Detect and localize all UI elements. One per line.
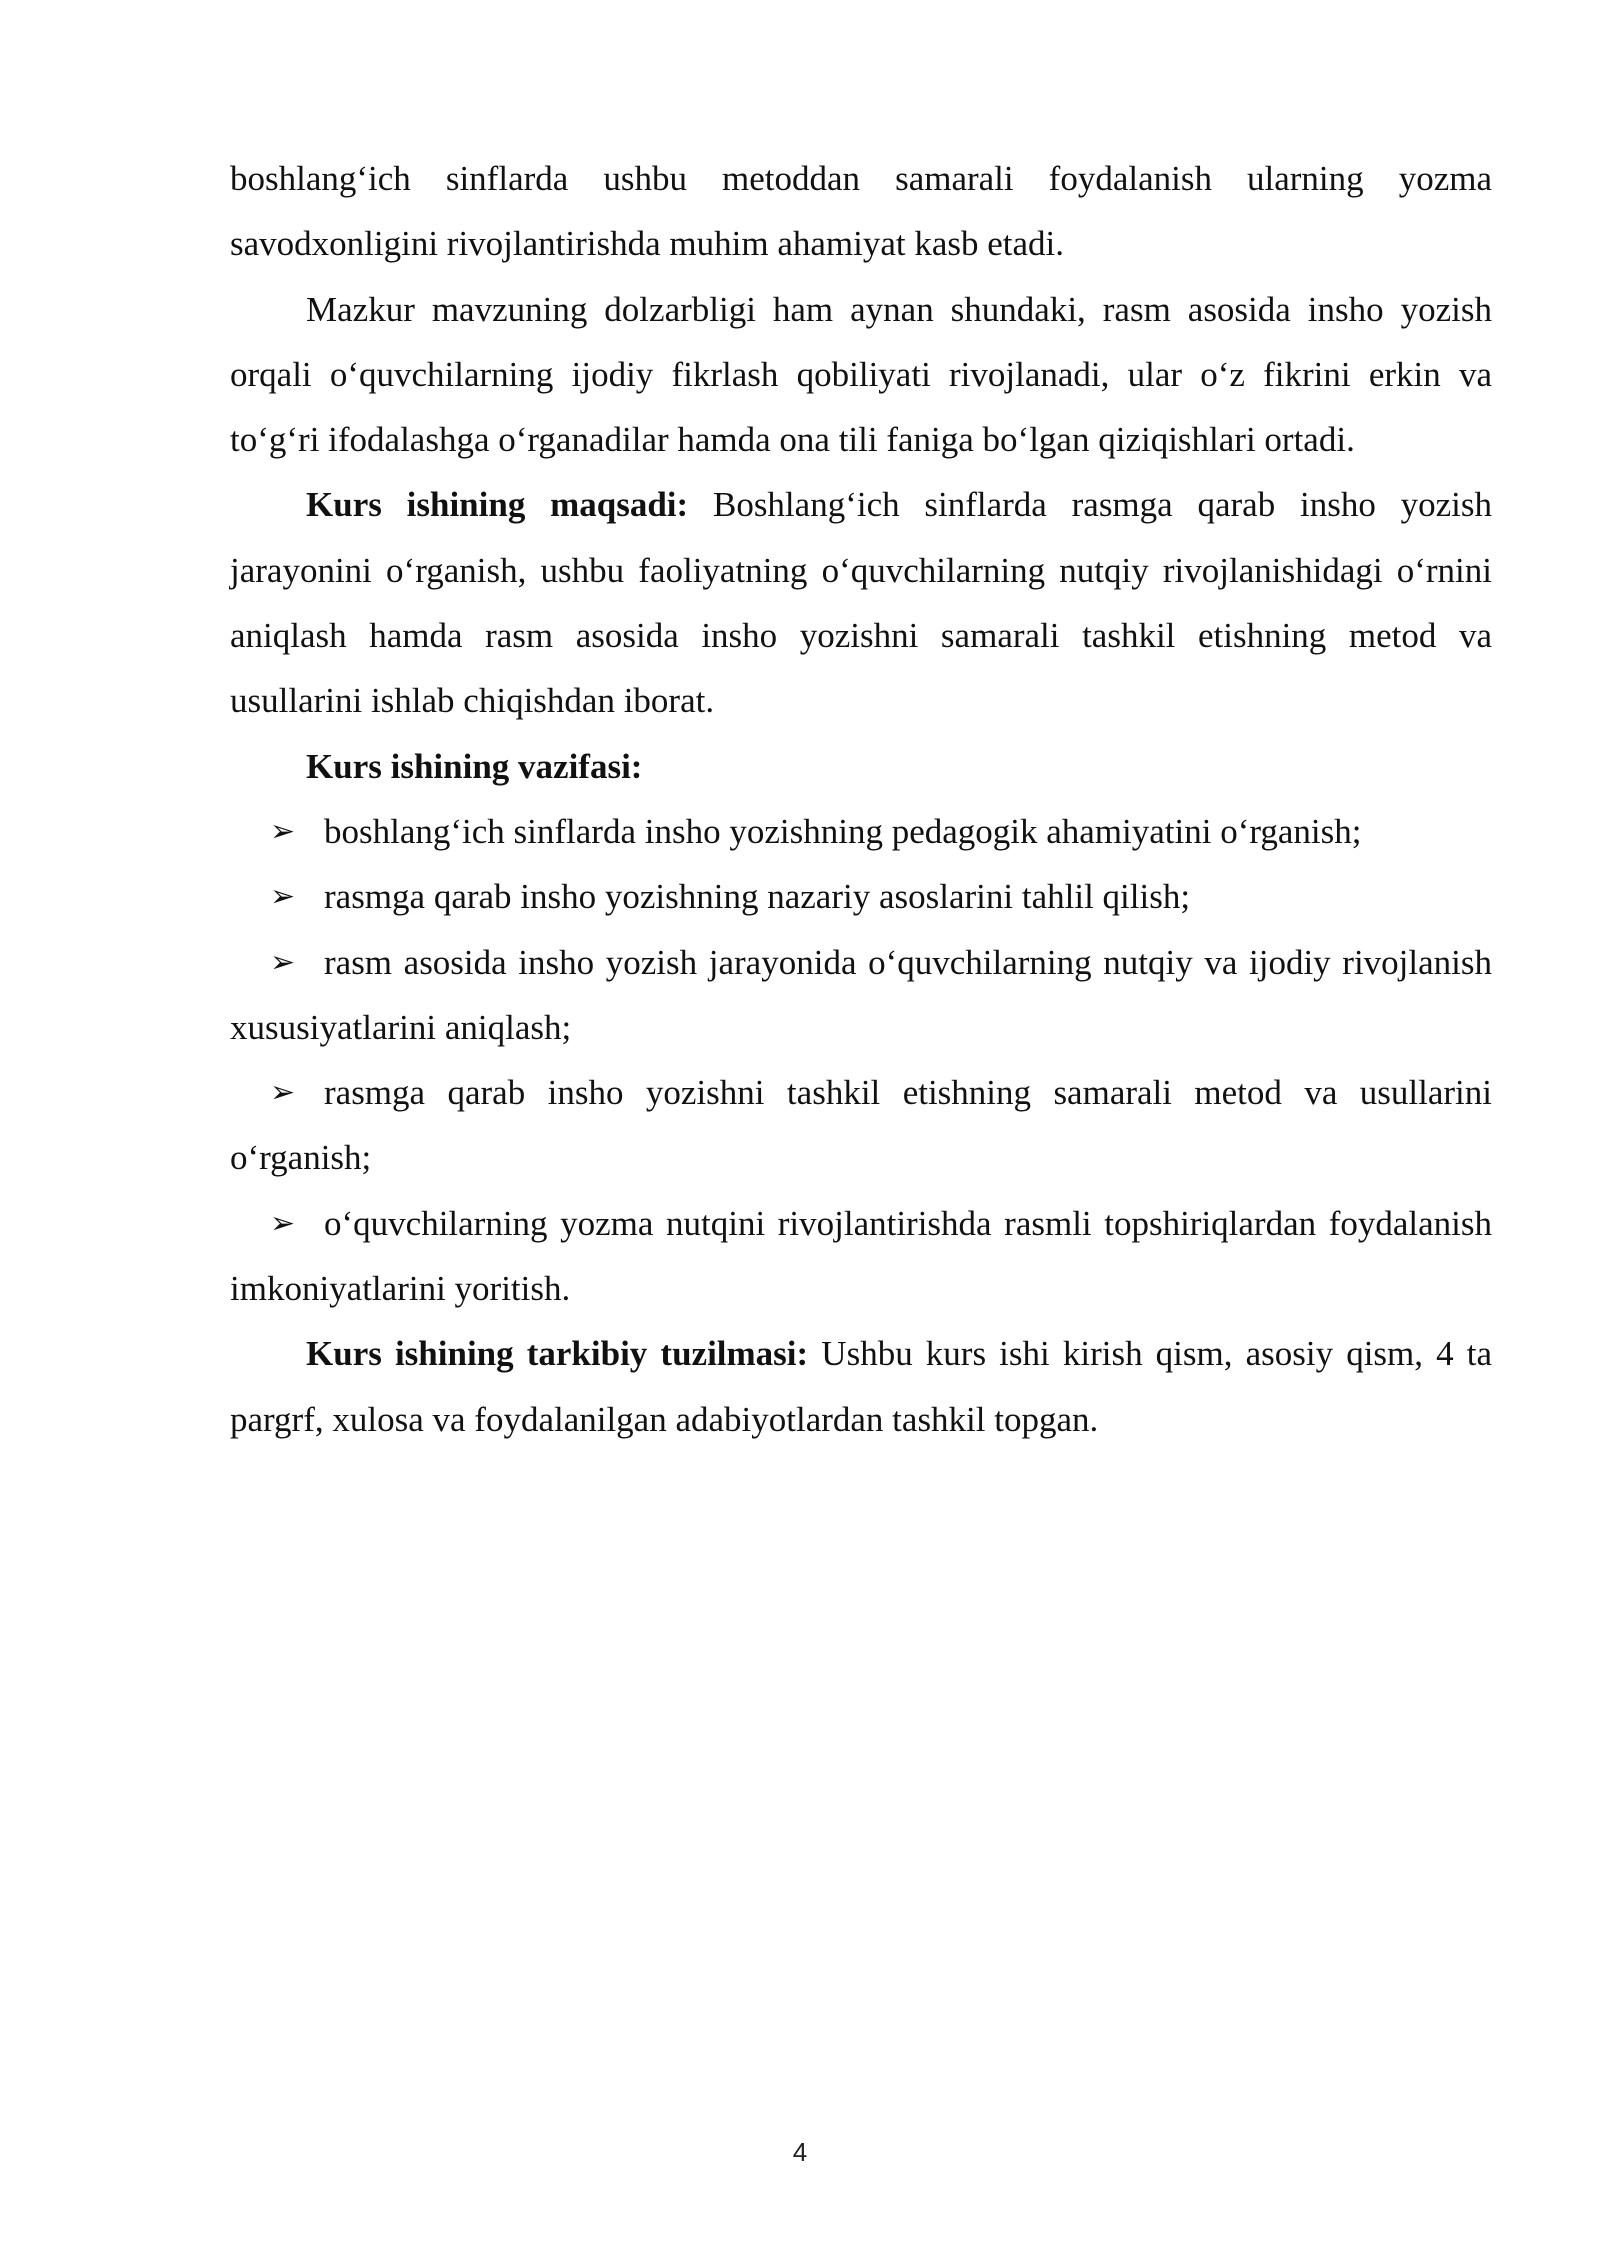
structure-label: Kurs ishining tarkibiy tuzilmasi: bbox=[306, 1334, 809, 1374]
task-item-4 bbox=[230, 1060, 1492, 1191]
task-text: rasm asosida insho yozish jarayonida o‘quvchilarning nutqiy va ijodiy rivojlanish xususiyatlarini aniqlash; bbox=[230, 942, 1492, 1047]
goal-text: Boshlang‘ich sinflarda rasmga qarab insho yozish jarayonini o‘rganish, ushbu faoliyatning o‘quvchilarning nutqiy rivojlanishidagi o‘rnini aniqlash hamda rasm asosida insho yozishni samarali tashkil etishning metod va usullarini ishlab chiqishdan iborat. bbox=[230, 485, 1492, 721]
arrow-bullet-icon: ➢ bbox=[270, 1075, 296, 1111]
task-item-2 bbox=[230, 864, 1492, 929]
task-text: rasmga qarab insho yozishni tashkil etishning samarali metod va usullarini o‘rganish; bbox=[230, 1073, 1492, 1178]
arrow-bullet-icon: ➢ bbox=[270, 879, 296, 915]
task-item-1 bbox=[230, 799, 1492, 864]
arrow-bullet-icon: ➢ bbox=[270, 813, 296, 849]
document-page bbox=[230, 146, 1492, 1452]
paragraph-goal bbox=[230, 472, 1492, 733]
page-number: 4 bbox=[792, 2137, 808, 2167]
task-text: o‘quvchilarning yozma nutqini rivojlantirishda rasmli topshiriqlardan foydalanish imkoniyatlarini yoritish. bbox=[230, 1203, 1492, 1309]
task-item-3 bbox=[230, 930, 1492, 1061]
arrow-bullet-icon: ➢ bbox=[270, 1205, 296, 1241]
goal-label: Kurs ishining maqsadi: bbox=[306, 485, 689, 525]
task-text: rasmga qarab insho yozishning nazariy asoslarini tahlil qilish; bbox=[324, 877, 1191, 917]
tasks-heading: Kurs ishining vazifasi: bbox=[306, 746, 643, 786]
structure-text: Ushbu kurs ishi kirish qism, asosiy qism, 4 ta pargrf, xulosa va foydalanilgan adabiyotlardan tashkil topgan. bbox=[230, 1334, 1492, 1439]
paragraph-intro-continuation: boshlang‘ich sinflarda ushbu metoddan samarali foydalanish ularning yozma savodxonligini rivojlantirishda muhim ahamiyat kasb etadi. bbox=[230, 159, 1492, 264]
paragraph-structure bbox=[230, 1321, 1492, 1452]
arrow-bullet-icon: ➢ bbox=[270, 944, 296, 980]
task-text: boshlang‘ich sinflarda insho yozishning pedagogik ahamiyatini o‘rganish; bbox=[324, 811, 1362, 851]
paragraph-relevance: Mazkur mavzuning dolzarbligi ham aynan shundaki, rasm asosida insho yozish orqali o‘quvchilarning ijodiy fikrlash qobiliyati rivojlanadi, ular o‘z fikrini erkin va to‘g‘ri ifodalashga o‘rganadilar hamda ona tili faniga bo‘lgan qiziqishlari ortadi. bbox=[230, 289, 1492, 460]
task-item-5 bbox=[230, 1191, 1492, 1322]
